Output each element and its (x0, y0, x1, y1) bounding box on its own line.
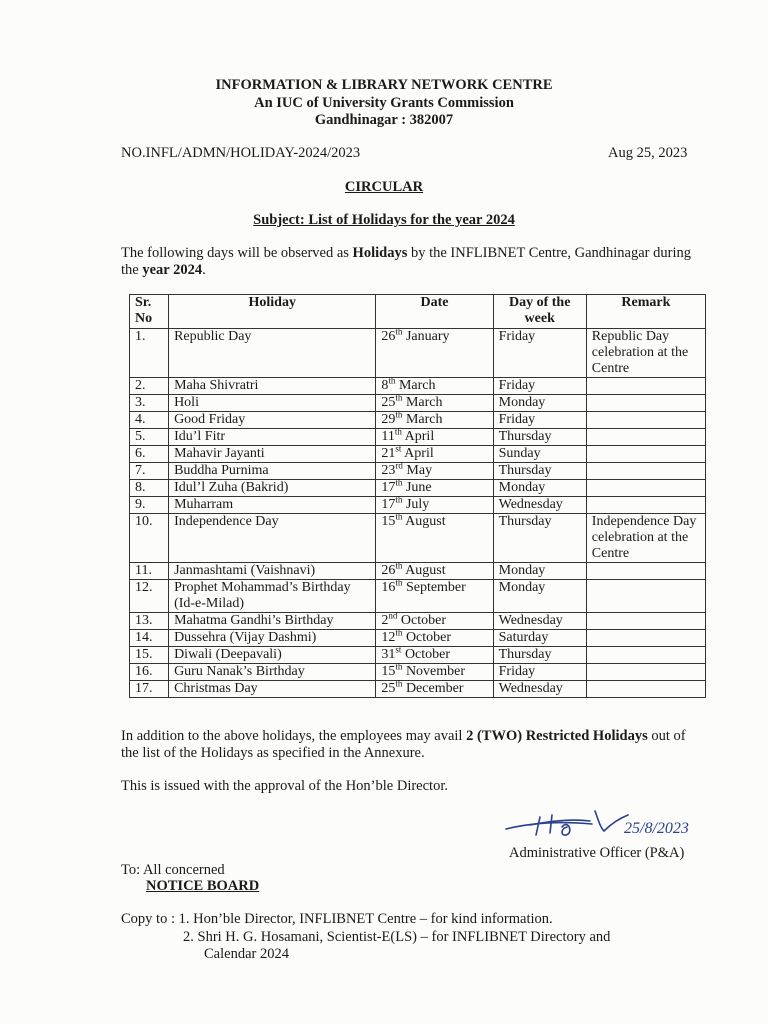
notice-board: NOTICE BOARD (146, 878, 260, 894)
cell-weekday: Friday (493, 378, 586, 395)
cell-date: 25th March (376, 395, 493, 412)
org-city: Gandhinagar : 382007 (314, 112, 454, 128)
cell-holiday: Republic Day (169, 329, 376, 378)
cell-weekday: Friday (493, 329, 586, 378)
issue-date: Aug 25, 2023 (608, 145, 688, 161)
cell-date: 15th August (376, 514, 493, 563)
table-row (130, 412, 706, 429)
cell-holiday: Prophet Mohammad’s Birthday (Id-e-Milad) (169, 580, 376, 613)
cell-sr: 2. (130, 378, 169, 395)
header-sr: Sr. No (130, 295, 169, 329)
table-row (130, 446, 706, 463)
cell-weekday: Saturday (493, 630, 586, 647)
cell-weekday: Thursday (493, 463, 586, 480)
cell-weekday: Monday (493, 480, 586, 497)
table-header-row (130, 295, 706, 329)
cell-date: 26th August (376, 563, 493, 580)
to-line: To: All concerned (121, 862, 225, 878)
cell-date: 12th October (376, 630, 493, 647)
cell-remark (586, 463, 705, 480)
subject-line: Subject: List of Holidays for the year 2024 (253, 212, 515, 228)
cell-holiday: Maha Shivratri (169, 378, 376, 395)
cell-remark (586, 378, 705, 395)
cell-date: 11th April (376, 429, 493, 446)
table-row (130, 613, 706, 630)
table-row (130, 630, 706, 647)
table-row (130, 378, 706, 395)
cell-sr: 17. (130, 681, 169, 698)
cell-holiday: Idu’l Fitr (169, 429, 376, 446)
cell-date: 25th December (376, 681, 493, 698)
table-row (130, 429, 706, 446)
cell-date: 26th January (376, 329, 493, 378)
cell-sr: 12. (130, 580, 169, 613)
table-row (130, 329, 706, 378)
cell-holiday: Guru Nanak’s Birthday (169, 664, 376, 681)
cell-remark: Republic Day celebration at the Centre (586, 329, 705, 378)
cell-sr: 11. (130, 563, 169, 580)
cell-remark (586, 395, 705, 412)
cell-date: 29th March (376, 412, 493, 429)
cell-date: 16th September (376, 580, 493, 613)
restricted-holidays-paragraph: In addition to the above holidays, the employees may avail 2 (TWO) Restricted Holidays out of the list of the Holidays as specified in the Annexure. (121, 728, 686, 761)
circular-title: CIRCULAR (344, 179, 424, 195)
table-row (130, 647, 706, 664)
header-holiday: Holiday (169, 295, 376, 329)
intro-paragraph: The following days will be observed as Holidays by the INFLIBNET Centre, Gandhinagar during the year 2024. (121, 245, 691, 278)
cell-holiday: Christmas Day (169, 681, 376, 698)
cell-remark (586, 446, 705, 463)
cell-holiday: Buddha Purnima (169, 463, 376, 480)
copy-to-line-1: Copy to : 1. Hon’ble Director, INFLIBNET Centre – for kind information. (121, 911, 553, 927)
holiday-table (129, 294, 706, 698)
cell-sr: 5. (130, 429, 169, 446)
cell-holiday: Muharram (169, 497, 376, 514)
reference-number: NO.INFL/ADMN/HOLIDAY-2024/2023 (121, 145, 361, 161)
cell-weekday: Thursday (493, 514, 586, 563)
cell-date: 31st October (376, 647, 493, 664)
cell-remark (586, 497, 705, 514)
cell-sr: 15. (130, 647, 169, 664)
table-row (130, 664, 706, 681)
header-remark: Remark (586, 295, 705, 329)
cell-weekday: Sunday (493, 446, 586, 463)
cell-remark (586, 429, 705, 446)
cell-remark (586, 613, 705, 630)
cell-holiday: Idul’l Zuha (Bakrid) (169, 480, 376, 497)
cell-weekday: Friday (493, 412, 586, 429)
cell-weekday: Thursday (493, 647, 586, 664)
cell-date: 17th July (376, 497, 493, 514)
cell-holiday: Holi (169, 395, 376, 412)
header-day: Day of the week (493, 295, 586, 329)
cell-sr: 1. (130, 329, 169, 378)
cell-sr: 14. (130, 630, 169, 647)
cell-date: 17th June (376, 480, 493, 497)
cell-weekday: Monday (493, 395, 586, 412)
table-row (130, 395, 706, 412)
table-row (130, 463, 706, 480)
cell-holiday: Janmashtami (Vaishnavi) (169, 563, 376, 580)
cell-date: 21st April (376, 446, 493, 463)
cell-remark (586, 563, 705, 580)
cell-sr: 8. (130, 480, 169, 497)
cell-weekday: Wednesday (493, 681, 586, 698)
cell-sr: 9. (130, 497, 169, 514)
org-name: INFORMATION & LIBRARY NETWORK CENTRE (215, 77, 553, 93)
cell-holiday: Mahatma Gandhi’s Birthday (169, 613, 376, 630)
handwritten-signature (500, 805, 730, 847)
cell-sr: 3. (130, 395, 169, 412)
table-row (130, 514, 706, 563)
cell-weekday: Thursday (493, 429, 586, 446)
cell-date: 23rd May (376, 463, 493, 480)
cell-sr: 16. (130, 664, 169, 681)
cell-sr: 13. (130, 613, 169, 630)
cell-remark: Independence Day celebration at the Centre (586, 514, 705, 563)
copy-to-line-2: 2. Shri H. G. Hosamani, Scientist-E(LS) – for INFLIBNET Directory and Calendar 2024 (183, 929, 611, 962)
cell-weekday: Friday (493, 664, 586, 681)
cell-holiday: Good Friday (169, 412, 376, 429)
cell-remark (586, 681, 705, 698)
cell-holiday: Mahavir Jayanti (169, 446, 376, 463)
cell-holiday: Dussehra (Vijay Dashmi) (169, 630, 376, 647)
cell-holiday: Independence Day (169, 514, 376, 563)
cell-weekday: Wednesday (493, 497, 586, 514)
cell-weekday: Monday (493, 563, 586, 580)
cell-weekday: Monday (493, 580, 586, 613)
cell-sr: 7. (130, 463, 169, 480)
cell-remark (586, 580, 705, 613)
table-row (130, 580, 706, 613)
table-row (130, 497, 706, 514)
cell-date: 2nd October (376, 613, 493, 630)
cell-sr: 10. (130, 514, 169, 563)
svg-text:25/8/2023: 25/8/2023 (624, 820, 689, 837)
cell-remark (586, 664, 705, 681)
cell-remark (586, 412, 705, 429)
cell-remark (586, 647, 705, 664)
table-row (130, 480, 706, 497)
cell-remark (586, 480, 705, 497)
cell-date: 15th November (376, 664, 493, 681)
cell-sr: 4. (130, 412, 169, 429)
org-subtitle: An IUC of University Grants Commission (254, 95, 514, 111)
cell-sr: 6. (130, 446, 169, 463)
header-date: Date (376, 295, 493, 329)
officer-title: Administrative Officer (P&A) (509, 845, 685, 861)
approval-note: This is issued with the approval of the Hon’ble Director. (121, 778, 448, 794)
cell-weekday: Wednesday (493, 613, 586, 630)
table-row (130, 681, 706, 698)
cell-holiday: Diwali (Deepavali) (169, 647, 376, 664)
cell-date: 8th March (376, 378, 493, 395)
table-row (130, 563, 706, 580)
cell-remark (586, 630, 705, 647)
